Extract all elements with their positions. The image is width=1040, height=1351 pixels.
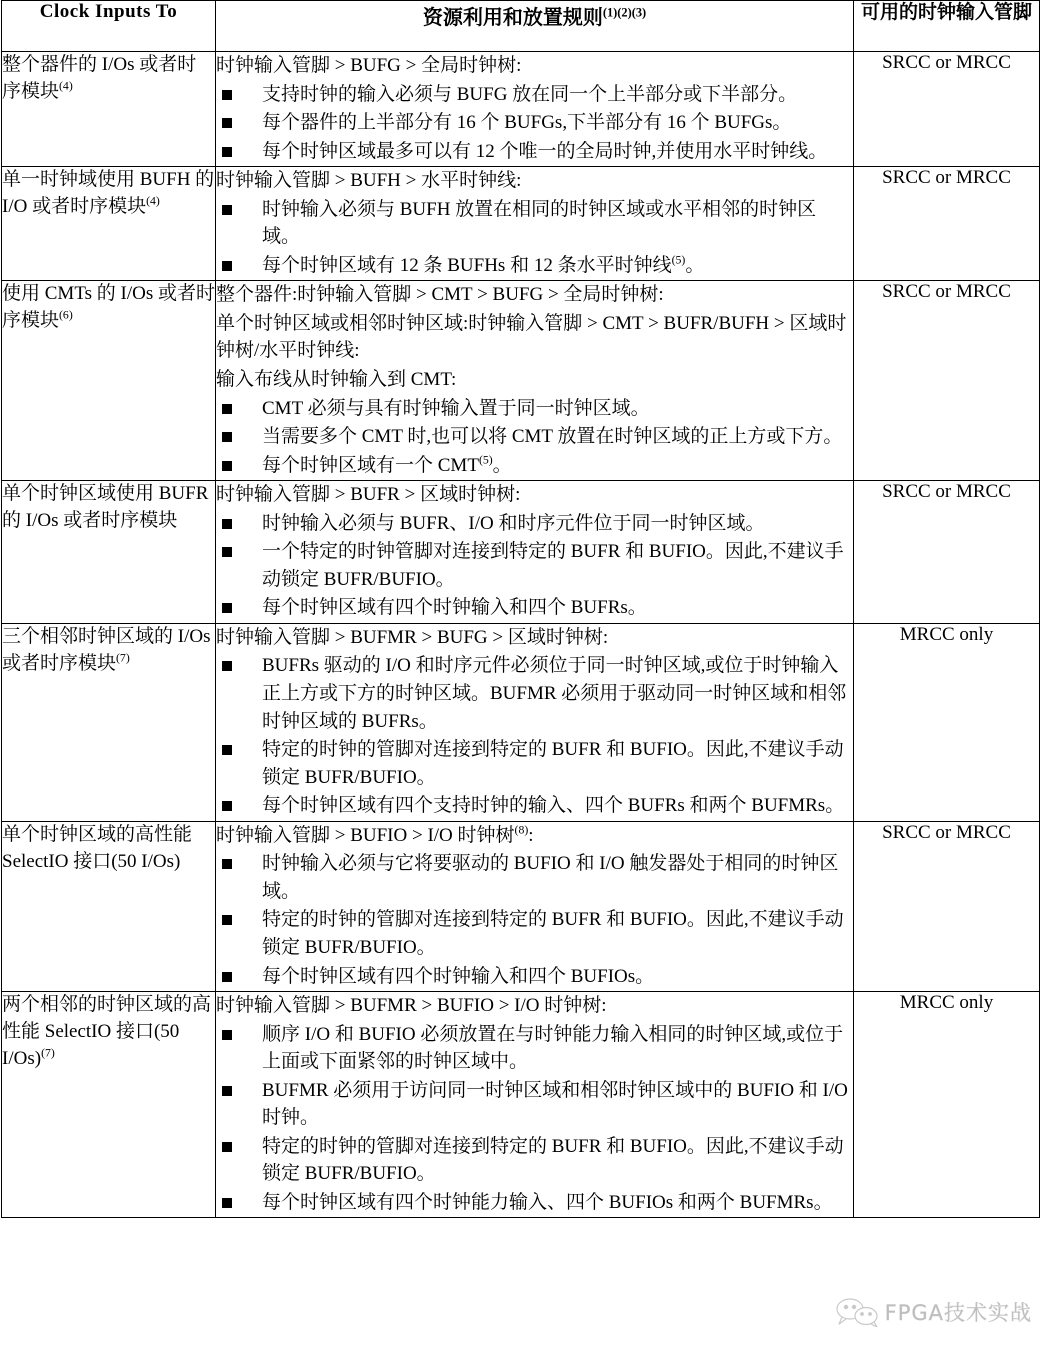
row-label-cell (2, 992, 216, 1218)
rules-bullet-list (216, 395, 853, 480)
row-pin-cell (854, 623, 1040, 821)
row-pin-text: SRCC or MRCC (882, 821, 1011, 843)
table-row (2, 992, 1040, 1218)
rules-lead-line: 整个器件:时钟输入管脚 > CMT > BUFG > 全局时钟树: (216, 284, 664, 306)
rules-bullet-item: 每个时钟区域最多可以有 12 个唯一的全局时钟,并使用水平时钟线。 (216, 138, 853, 166)
rules-bullet-item: BUFMR 必须用于访问同一时钟区域和相邻时钟区域中的 BUFIO 和 I/O 时钟。 (216, 1077, 853, 1132)
header-available-clock-pins: 可用的时钟输入管脚 (854, 1, 1040, 52)
table-row (2, 623, 1040, 821)
row-pin-cell (854, 992, 1040, 1218)
row-label-cell (2, 167, 216, 281)
row-label-cell (2, 623, 216, 821)
rules-bullet-item: 顺序 I/O 和 BUFIO 必须放置在与时钟能力输入相同的时钟区域,或位于上面或下面紧邻的时钟区域中。 (216, 1021, 853, 1076)
row-pin-cell (854, 821, 1040, 991)
row-label-footnote: (7) (116, 651, 130, 665)
row-label-footnote: (4) (59, 79, 73, 93)
row-label-text: 整个器件的 I/Os 或者时序模块 (2, 54, 197, 102)
rules-bullet-item: 每个时钟区域有四个时钟能力输入、四个 BUFIOs 和两个 BUFMRs。 (216, 1189, 853, 1217)
row-label-cell (2, 821, 216, 991)
rules-lead-line: 时钟输入管脚 > BUFIO > I/O 时钟树$^{(8)}$: (216, 823, 534, 846)
rules-lead-line: 时钟输入管脚 > BUFMR > BUFIO > I/O 时钟树: (216, 995, 607, 1017)
rules-lead-line: 时钟输入管脚 > BUFG > 全局时钟树: (216, 55, 522, 76)
rules-bullet-item: 支持时钟的输入必须与 BUFG 放在同一个上半部分或下半部分。 (216, 81, 853, 109)
rules-bullet-item: 每个时钟区域有四个时钟输入和四个 BUFRs。 (216, 594, 853, 622)
row-pin-cell (854, 167, 1040, 281)
row-label-text: 单个时钟区域的高性能 SelectIO 接口(50 I/Os) (2, 823, 193, 872)
row-label-text: 使用 CMTs 的 I/Os 或者时序模块 (2, 283, 215, 332)
watermark (835, 1297, 1032, 1327)
table-row (2, 821, 1040, 991)
rules-bullet-list (216, 1021, 853, 1217)
row-rules-cell (216, 167, 854, 281)
header-clock-inputs-to: Clock Inputs To (2, 1, 216, 52)
rules-bullet-item: 特定的时钟的管脚对连接到特定的 BUFR 和 BUFIO。因此,不建议手动锁定 BUFR/BUFIO。 (216, 736, 853, 791)
table-row (2, 281, 1040, 481)
row-label-text: 两个相邻的时钟区域的高性能 SelectIO 接口(50 I/Os) (2, 994, 212, 1069)
row-pin-text: SRCC or MRCC (882, 481, 1011, 503)
row-label-footnote: (6) (59, 309, 73, 323)
rules-bullet-list (216, 81, 853, 166)
row-rules-cell (216, 992, 854, 1218)
row-label-cell (2, 481, 216, 624)
row-label-cell (2, 52, 216, 167)
row-label-footnote: (4) (146, 194, 160, 208)
row-label-footnote: (7) (41, 1046, 55, 1060)
rules-bullet-list (216, 510, 853, 622)
clock-inputs-rules-table (1, 0, 1040, 1218)
row-pin-cell (854, 52, 1040, 167)
row-pin-text: MRCC only (899, 623, 994, 645)
row-rules-cell (216, 623, 854, 821)
rules-bullet-item: 每个时钟区域有四个支持时钟的输入、四个 BUFRs 和两个 BUFMRs。 (216, 792, 853, 820)
rules-bullet-item: 时钟输入必须与 BUFR、I/O 和时序元件位于同一时钟区域。 (216, 510, 853, 538)
rules-bullet-item: 每个时钟区域有 12 条 BUFHs 和 12 条水平时钟线$^{(5)}$。 (216, 252, 853, 280)
rules-bullet-item: 每个时钟区域有四个时钟输入和四个 BUFIOs。 (216, 963, 853, 991)
rules-lead-line: 时钟输入管脚 > BUFH > 水平时钟线: (216, 170, 522, 192)
row-label-text: 三个相邻时钟区域的 I/Os 或者时序模块 (2, 625, 211, 674)
header-resource-rules-footnotes: (1)(2)(3) (602, 5, 647, 20)
header-resource-rules-text: 资源利用和放置规则 (422, 7, 603, 29)
rules-bullet-item: 时钟输入必须与它将要驱动的 BUFIO 和 I/O 触发器处于相同的时钟区域。 (216, 850, 853, 905)
row-pin-cell (854, 481, 1040, 624)
table-row (2, 481, 1040, 624)
row-label-text: 单一时钟域使用 BUFH 的 I/O 或者时序模块 (2, 169, 215, 218)
rules-bullet-item: 一个特定的时钟管脚对连接到特定的 BUFR 和 BUFIO。因此,不建议手动锁定 BUFR/BUFIO。 (216, 538, 853, 593)
table-row (2, 52, 1040, 167)
row-rules-cell (216, 821, 854, 991)
row-pin-text: SRCC or MRCC (882, 52, 1011, 73)
rules-bullet-list (216, 196, 853, 280)
rules-bullet-item: 时钟输入必须与 BUFH 放置在相同的时钟区域或水平相邻的时钟区域。 (216, 196, 853, 251)
rules-bullet-item: BUFRs 驱动的 I/O 和时序元件必须位于同一时钟区域,或位于时钟输入正上方或下方的时钟区域。BUFMR 必须用于驱动同一时钟区域和相邻时钟区域的 BUFRs。 (216, 652, 853, 735)
row-label-cell (2, 281, 216, 481)
row-rules-cell (216, 52, 854, 167)
rules-lead-line: 时钟输入管脚 > BUFMR > BUFG > 区域时钟树: (216, 626, 609, 648)
rules-bullet-item: 每个器件的上半部分有 16 个 BUFGs,下半部分有 16 个 BUFGs。 (216, 109, 853, 137)
rules-bullet-item: 特定的时钟的管脚对连接到特定的 BUFR 和 BUFIO。因此,不建议手动锁定 BUFR/BUFIO。 (216, 906, 853, 961)
row-pin-text: SRCC or MRCC (882, 281, 1011, 303)
watermark-text: FPGA技术实战 (884, 1301, 1032, 1325)
row-pin-text: SRCC or MRCC (882, 167, 1011, 189)
rules-bullet-list (216, 652, 853, 819)
wechat-icon (835, 1297, 879, 1327)
row-pin-text: MRCC only (899, 992, 994, 1014)
row-rules-cell (216, 281, 854, 481)
rules-bullet-item: 当需要多个 CMT 时,也可以将 CMT 放置在时钟区域的正上方或下方。 (216, 423, 853, 451)
rules-bullet-item: CMT 必须与具有时钟输入置于同一时钟区域。 (216, 395, 853, 423)
rules-bullet-item: 每个时钟区域有一个 CMT$^{(5)}$。 (216, 452, 853, 480)
table-header-row (2, 1, 1040, 52)
rules-bullet-list (216, 850, 853, 990)
table-row (2, 167, 1040, 281)
rules-lead-line: 时钟输入管脚 > BUFR > 区域时钟树: (216, 484, 521, 506)
rules-bullet-item: 特定的时钟的管脚对连接到特定的 BUFR 和 BUFIO。因此,不建议手动锁定 BUFR/BUFIO。 (216, 1133, 853, 1188)
row-rules-cell (216, 481, 854, 624)
table-body (2, 52, 1040, 1218)
row-label-text: 单个时钟区域使用 BUFR 的 I/Os 或者时序模块 (2, 483, 209, 532)
rules-lead-line: 单个时钟区域或相邻时钟区域:时钟输入管脚 > CMT > BUFR/BUFH > 区域时钟树/水平时钟线: (216, 312, 847, 362)
header-resource-rules (216, 1, 854, 52)
rules-lead-line: 输入布线从时钟输入到 CMT: (216, 369, 457, 391)
row-pin-cell (854, 281, 1040, 481)
